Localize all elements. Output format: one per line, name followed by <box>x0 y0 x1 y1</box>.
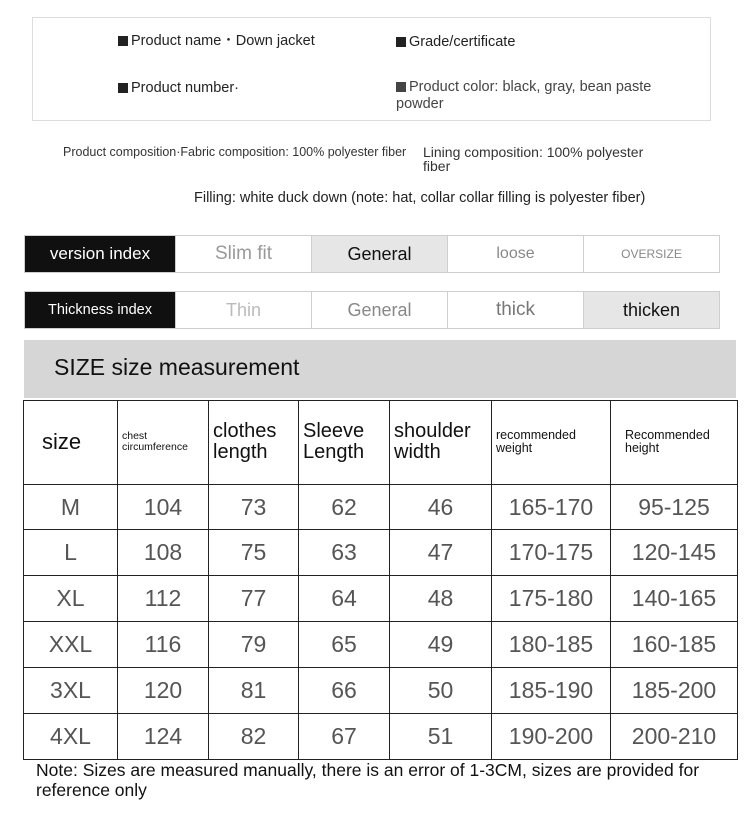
thickness-index-label: Thickness index <box>25 292 175 328</box>
cell-weight: 185-190 <box>492 668 611 714</box>
version-option-slim-fit: Slim fit <box>175 236 311 272</box>
cell-size: XL <box>24 576 118 622</box>
cell-size: 4XL <box>24 714 118 760</box>
filling-composition: Filling: white duck down (note: hat, collar collar filling is polyester fiber) <box>194 190 646 206</box>
thickness-index-row <box>24 291 720 329</box>
version-option-oversize: OVERSIZE <box>583 236 719 272</box>
cell-weight: 165-170 <box>492 484 611 530</box>
cell-clothes-length: 73 <box>209 484 299 530</box>
product-composition: Product composition·Fabric composition: 100% polyester fiber <box>63 145 407 159</box>
version-index-row <box>24 235 720 273</box>
size-measurement-banner <box>24 340 736 398</box>
cell-height: 95-125 <box>611 484 738 530</box>
cell-size: M <box>24 484 118 530</box>
cell-chest: 120 <box>118 668 209 714</box>
version-option-general: General <box>311 236 447 272</box>
cell-clothes-length: 79 <box>209 622 299 668</box>
cell-sleeve-length: 64 <box>299 576 390 622</box>
cell-chest: 108 <box>118 530 209 576</box>
cell-shoulder-width: 49 <box>390 622 492 668</box>
cell-height: 140-165 <box>611 576 738 622</box>
cell-weight: 175-180 <box>492 576 611 622</box>
cell-size: XXL <box>24 622 118 668</box>
table-row <box>24 576 738 622</box>
thickness-option-thicken: thicken <box>583 292 719 328</box>
cell-height: 160-185 <box>611 622 738 668</box>
cell-weight: 190-200 <box>492 714 611 760</box>
cell-chest: 124 <box>118 714 209 760</box>
version-option-loose: loose <box>447 236 583 272</box>
cell-shoulder-width: 47 <box>390 530 492 576</box>
cell-chest: 104 <box>118 484 209 530</box>
square-bullet-icon <box>396 37 406 47</box>
cell-chest: 112 <box>118 576 209 622</box>
size-table-header-row <box>24 401 738 485</box>
grade-info <box>396 34 515 51</box>
product-number-text: Product number· <box>131 80 239 96</box>
cell-weight: 180-185 <box>492 622 611 668</box>
lining-composition: Lining composition: 100% polyester fiber <box>423 144 644 174</box>
size-measurement-title: SIZE size measurement <box>54 354 300 380</box>
cell-clothes-length: 75 <box>209 530 299 576</box>
size-table-body <box>24 484 738 759</box>
product-color-info <box>396 79 686 113</box>
cell-shoulder-width: 51 <box>390 714 492 760</box>
product-name-info <box>118 33 315 50</box>
thickness-option-thick: thick <box>447 292 583 328</box>
cell-size: 3XL <box>24 668 118 714</box>
product-number-info <box>118 80 239 97</box>
table-row <box>24 714 738 760</box>
product-name-text: Product name・Down jacket <box>131 33 315 49</box>
product-color-text: Product color: black, gray, bean paste powder <box>396 79 652 112</box>
size-table <box>23 400 738 760</box>
cell-height: 120-145 <box>611 530 738 576</box>
cell-sleeve-length: 62 <box>299 484 390 530</box>
header-recommended-height: Recommended height <box>611 401 738 485</box>
header-chest-circumference: chest circumference <box>118 401 209 485</box>
table-row <box>24 668 738 714</box>
cell-sleeve-length: 65 <box>299 622 390 668</box>
cell-height: 200-210 <box>611 714 738 760</box>
header-shoulder-width: shoulder width <box>390 401 492 485</box>
grade-text: Grade/certificate <box>409 34 516 50</box>
measurement-note: Note: Sizes are measured manually, there is an error of 1-3CM, sizes are provided for reference only <box>36 760 700 800</box>
cell-shoulder-width: 48 <box>390 576 492 622</box>
cell-clothes-length: 81 <box>209 668 299 714</box>
cell-weight: 170-175 <box>492 530 611 576</box>
header-size: size <box>24 401 118 485</box>
cell-clothes-length: 77 <box>209 576 299 622</box>
cell-clothes-length: 82 <box>209 714 299 760</box>
cell-sleeve-length: 67 <box>299 714 390 760</box>
cell-size: L <box>24 530 118 576</box>
header-recommended-weight: recommended weight <box>492 401 611 485</box>
table-row <box>24 530 738 576</box>
cell-sleeve-length: 63 <box>299 530 390 576</box>
header-clothes-length: clothes length <box>209 401 299 485</box>
square-bullet-icon <box>118 36 128 46</box>
thickness-option-general: General <box>311 292 447 328</box>
table-row <box>24 484 738 530</box>
thickness-option-thin: Thin <box>175 292 311 328</box>
version-index-label: version index <box>25 236 175 272</box>
square-bullet-icon <box>396 82 406 92</box>
square-bullet-icon <box>118 83 128 93</box>
cell-sleeve-length: 66 <box>299 668 390 714</box>
cell-shoulder-width: 46 <box>390 484 492 530</box>
cell-shoulder-width: 50 <box>390 668 492 714</box>
header-sleeve-length: Sleeve Length <box>299 401 390 485</box>
cell-height: 185-200 <box>611 668 738 714</box>
cell-chest: 116 <box>118 622 209 668</box>
table-row <box>24 622 738 668</box>
